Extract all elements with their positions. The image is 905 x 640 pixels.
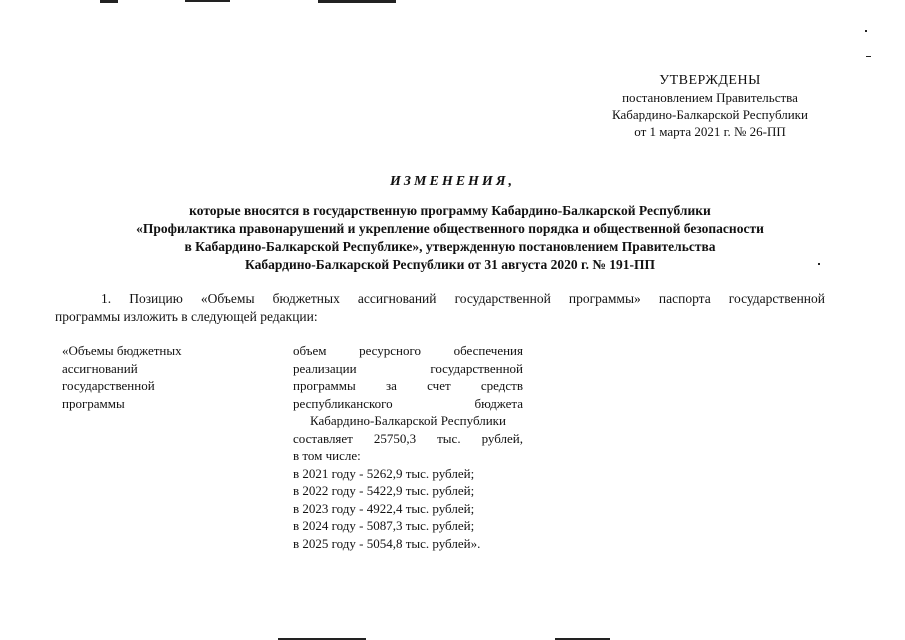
scan-mark-right-2 [866,56,871,57]
subtitle-line-3: в Кабардино-Балкарской Республике», утвержденную постановлением Правительства [184,239,716,254]
left-cell-line-3: государственной [62,378,155,393]
year-allocation-2023: в 2023 году - 4922,4 тыс. рублей; [293,500,475,516]
approval-line-2: Кабардино-Балкарской Республики [612,107,808,122]
approval-line-3: от 1 марта 2021 г. № 26-ПП [634,124,786,139]
right-cell-line-6: составляет 25750,3 тыс. рублей, [293,430,523,446]
right-cell-line-7: в том числе: [293,448,361,463]
amendment-paragraph [55,290,825,326]
right-cell-line-1: объем ресурсного обеспечения [293,343,523,358]
year-allocation-2022: в 2022 году - 5422,9 тыс. рублей; [293,483,475,498]
document-title: ИЗМЕНЕНИЯ, [390,174,515,189]
document-subtitle [60,202,840,274]
left-cell-line-1: «Объемы бюджетных [62,343,182,358]
table-left-column [62,342,242,412]
scan-mark-right-1 [865,30,867,32]
right-cell-line-5: Кабардино-Балкарской Республики [310,413,506,428]
scan-mark-top-1 [100,0,118,3]
subtitle-line-2: «Профилактика правонарушений и укрепление общественного порядка и общественной безопасности [136,221,764,236]
approval-heading: УТВЕРЖДЕНЫ [659,73,761,88]
left-cell-line-4: программы [62,395,125,411]
subtitle-line-1: которые вносятся в государственную программу Кабардино-Балкарской Республики [189,203,711,218]
scan-mark-top-3 [318,0,396,3]
year-allocation-2021: в 2021 году - 5262,9 тыс. рублей; [293,465,475,481]
right-cell-line-2: реализации государственной [293,360,523,376]
right-cell-line-3: программы за счет средств [293,378,523,393]
right-cell-line-4: республиканского бюджета [293,395,523,411]
paragraph-line-1: 1. Позицию «Объемы бюджетных ассигнований государственной программы» паспорта государственной [101,291,825,306]
approval-stamp [560,72,860,140]
left-cell-line-2: ассигнований [62,360,138,376]
paragraph-line-2: программы изложить в следующей редакции: [55,309,318,324]
table-right-column [293,342,523,552]
subtitle-line-4: Кабардино-Балкарской Республики от 31 августа 2020 г. № 191-ПП [244,257,656,272]
year-allocation-2025: в 2025 году - 5054,8 тыс. рублей». [293,535,481,551]
approval-line-1: постановлением Правительства [622,90,798,105]
year-allocation-2024: в 2024 году - 5087,3 тыс. рублей; [293,518,475,533]
scan-mark-top-2 [185,0,230,2]
